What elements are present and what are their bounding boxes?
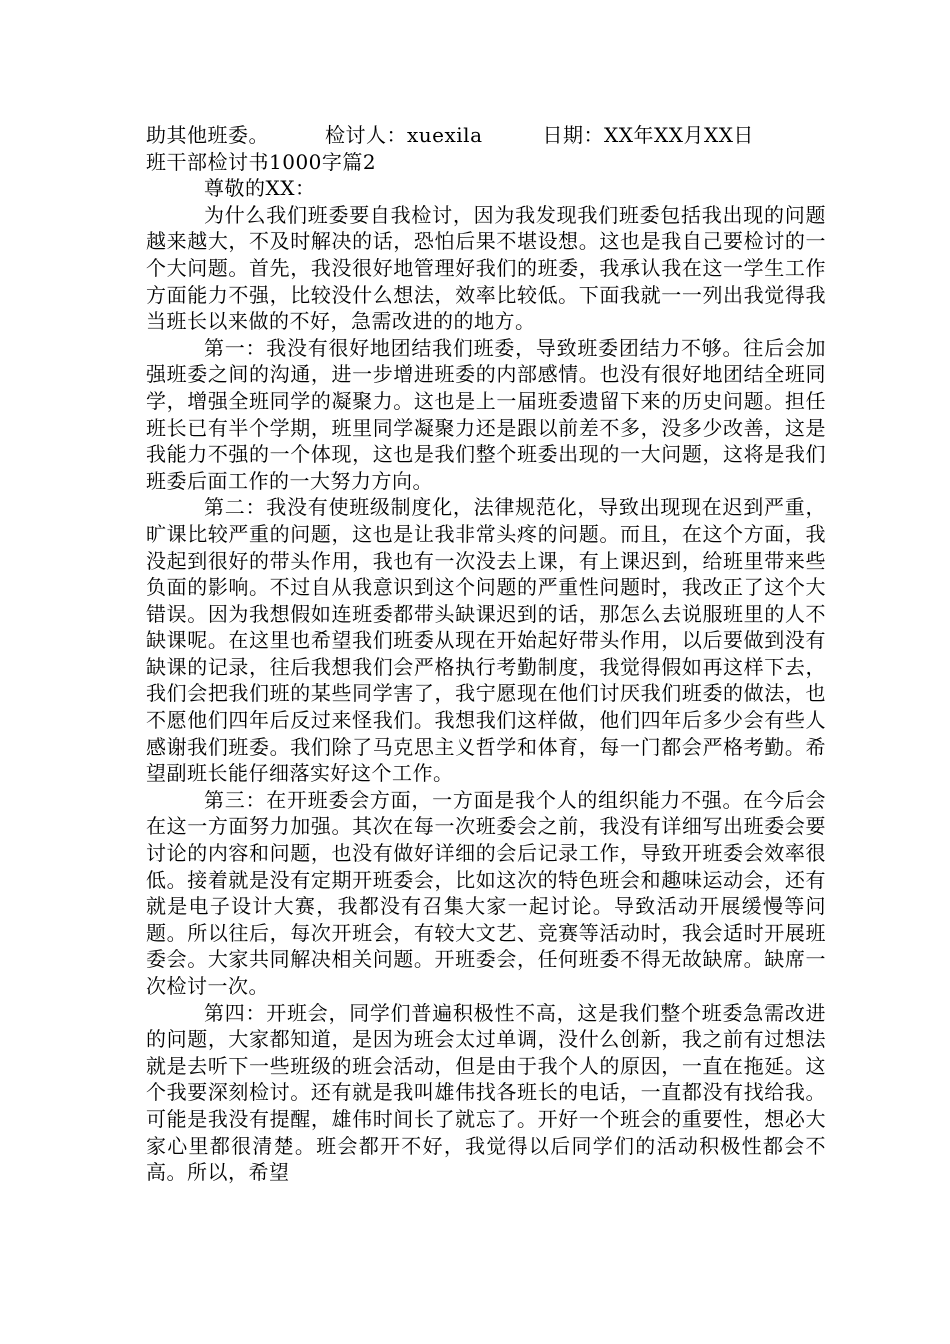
signature-line: [146, 122, 826, 149]
reviewer-text: 检讨人：xuexila: [325, 123, 483, 147]
document-body: [146, 122, 826, 1186]
section-title: 班干部检讨书1000字篇2: [146, 149, 377, 174]
date-text: 日期：XX年XX月XX日: [542, 123, 754, 147]
paragraph-second: 第二：我没有使班级制度化，法律规范化，导致出现现在迟到严重，旷课比较严重的问题，这也是让我非常头疼的问题。而且，在这个方面，我没起到很好的带头作用，我也有一次没去上课，有上课迟到，给班里带来些负面的影响。不过自从我意识到这个问题的严重性问题时，我改正了这个大错误。因为我想假如连班委都带头缺课迟到的话，那怎么去说服班里的人不缺课呢。在这里也希望我们班委从现在开始起好带头作用，以后要做到没有缺课的记录，往后我想我们会严格执行考勤制度，我觉得假如再这样下去，我们会把我们班的某些同学害了，我宁愿现在他们讨厌我们班委的做法，也不愿他们四年后反过来怪我们。我想我们这样做，他们四年后多少会有些人感谢我们班委。我们除了马克思主义哲学和体育，每一门都会严格考勤。希望副班长能仔细落实好这个工作。: [146, 495, 826, 786]
paragraph-intro: 为什么我们班委要自我检讨，因为我发现我们班委包括我出现的问题越来越大，不及时解决的话，恐怕后果不堪设想。这也是我自己要检讨的一个大问题。首先，我没很好地管理好我们的班委，我承认我在这一学生工作方面能力不强，比较没什么想法，效率比较低。下面我就一一列出我觉得我当班长以来做的不好，急需改进的的地方。: [146, 202, 826, 334]
paragraph-first: 第一：我没有很好地团结我们班委，导致班委团结力不够。往后会加强班委之间的沟通，进一步增进班委的内部感情。也没有很好地团结全班同学，增强全班同学的凝聚力。这也是上一届班委遗留下来的历史问题。担任班长已有半个学期，班里同学凝聚力还是跟以前差不多，没多少改善，这是我能力不强的一个体现，这也是我们整个班委出现的一大问题，这将是我们班委后面工作的一大努力方向。: [146, 335, 826, 493]
closing-text: 助其他班委。: [146, 123, 269, 147]
paragraph-fourth: 第四：开班会，同学们普遍积极性不高，这是我们整个班委急需改进的问题，大家都知道，是因为班会太过单调，没什么创新，我之前有过想法就是去听下一些班级的班会活动，但是由于我个人的原因，一直在拖延。这个我要深刻检讨。还有就是我叫雄伟找各班长的电话，一直都没有找给我。可能是我没有提醒，雄伟时间长了就忘了。开好一个班会的重要性，想必大家心里都很清楚。班会都开不好，我觉得以后同学们的活动积极性都会不高。所以，希望: [146, 1000, 826, 1185]
salutation: 尊敬的XX：: [204, 176, 316, 201]
paragraph-third: 第三：在开班委会方面，一方面是我个人的组织能力不强。在今后会在这一方面努力加强。其次在每一次班委会之前，我没有详细写出班委会要讨论的内容和问题，也没有做好详细的会后记录工作，导致开班委会效率很低。接着就是没有定期开班委会，比如这次的特色班会和趣味运动会，还有就是电子设计大赛，我都没有召集大家一起讨论。导致活动开展缓慢等问题。所以往后，每次开班会，有较大文艺、竞赛等活动时，我会适时开展班委会。大家共同解决相关问题。开班委会，任何班委不得无故缺席。缺席一次检讨一次。: [146, 787, 826, 998]
